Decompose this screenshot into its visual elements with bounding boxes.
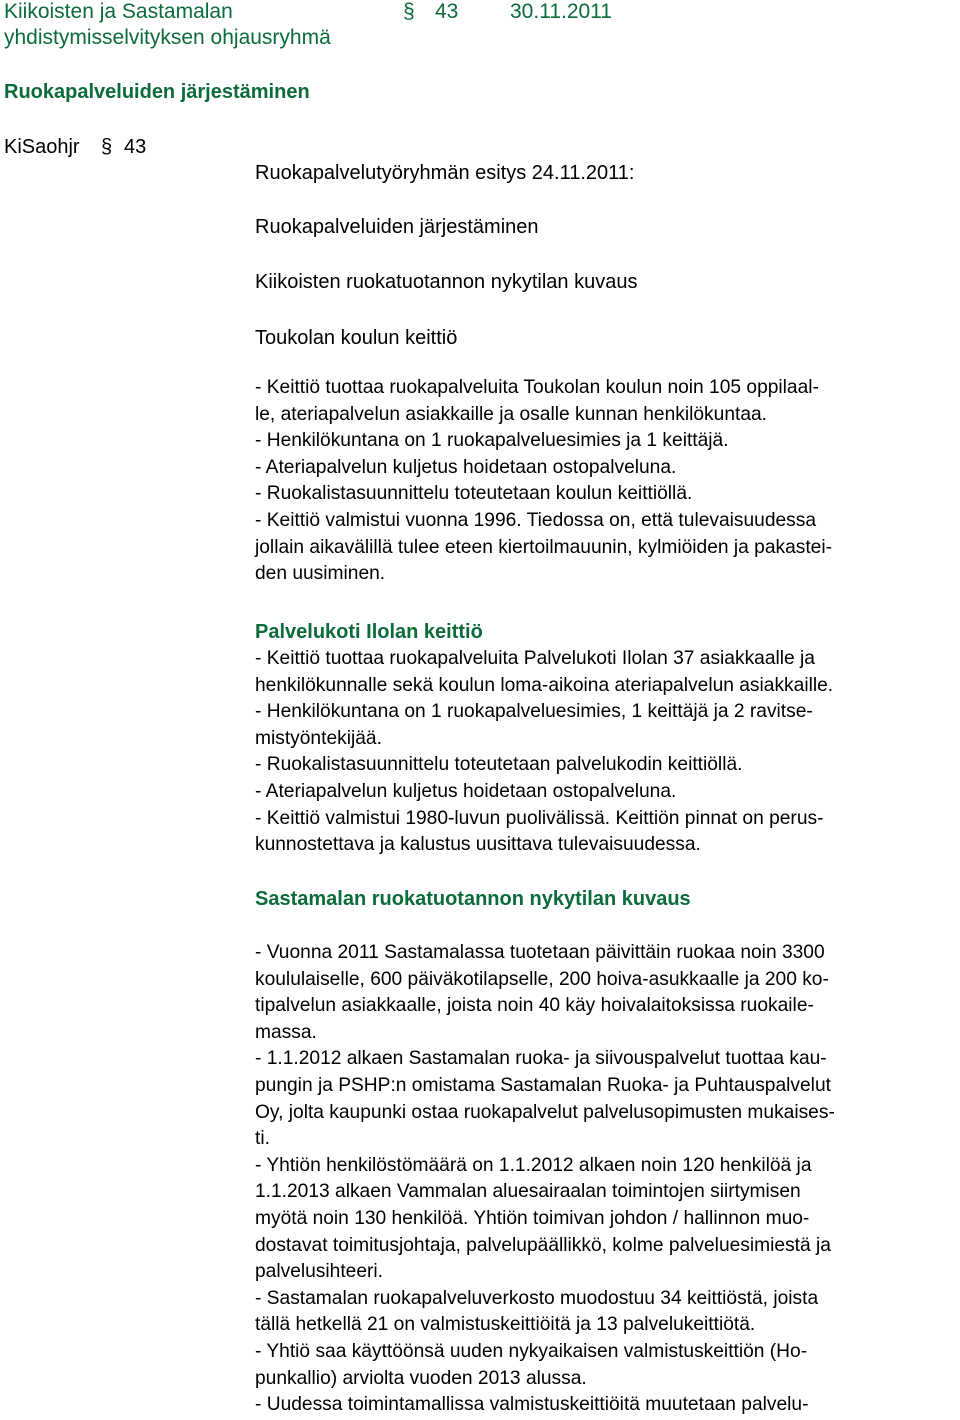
sastamala-line: 1.1.2013 alkaen Vammalan aluesairaalan toimintojen siirtymisen [255, 1181, 801, 1203]
sastamala-line: - Yhtiön henkilöstömäärä on 1.1.2012 alkaen noin 120 henkilöä ja [255, 1154, 812, 1176]
sastamala-line: dostavat toimitusjohtaja, palvelupäällikkö, kolme palveluesimiestä ja [255, 1234, 831, 1256]
heading-sastamala-current-state: Sastamalan ruokatuotannon nykytilan kuvaus [255, 888, 691, 910]
organization-name-line1: Kiikoisten ja Sastamalan [4, 0, 233, 23]
sastamala-line: myötä noin 130 henkilöä. Yhtiön toimivan johdon / hallinnon muo- [255, 1207, 810, 1229]
header-section-mark: § [403, 0, 415, 23]
header-date: 30.11.2011 [510, 0, 612, 23]
ilola-line: henkilökunnalle sekä koulun loma-aikoina ateriapalvelun asiakkaille. [255, 674, 834, 696]
matter-title: Ruokapalveluiden järjestäminen [4, 81, 310, 103]
sastamala-line: Oy, jolta kaupunki ostaa ruokapalvelut palvelusopimusten mukaises- [255, 1101, 835, 1123]
sastamala-line: tällä hetkellä 21 on valmistuskeittiöitä ja 13 palvelukeittiötä. [255, 1314, 756, 1336]
sastamala-line: - Yhtiö saa käyttöönsä uuden nykyaikaisen valmistuskeittiön (Ho- [255, 1340, 808, 1362]
sastamala-line: massa. [255, 1021, 317, 1043]
sastamala-line: ti. [255, 1128, 270, 1150]
ilola-line: - Keittiö tuottaa ruokapalveluita Palvelukoti Ilolan 37 asiakkaalle ja [255, 648, 815, 669]
proposal-line: Ruokapalvelutyöryhmän esitys 24.11.2011: [255, 162, 635, 184]
toukola-line: jollain aikavälillä tulee eteen kiertoilmauunin, kylmiöiden ja pakastei- [255, 536, 833, 558]
toukola-line: - Keittiö valmistui vuonna 1996. Tiedossa on, että tulevaisuudessa [255, 509, 817, 531]
sastamala-text [255, 940, 960, 1419]
ilola-line: kunnostettava ja kalustus uusittava tulevaisuudessa. [255, 834, 701, 856]
ilola-kitchen-text [255, 646, 960, 859]
toukola-line: - Ruokalistasuunnittelu toteutetaan koulun keittiöllä. [255, 483, 693, 505]
toukola-line: - Ateriapalvelun kuljetus hoidetaan ostopalveluna. [255, 456, 677, 478]
sastamala-line: - Uudessa toimintamallissa valmistuskeittiöitä muutetaan palvelu- [255, 1394, 809, 1416]
ilola-line: - Henkilökuntana on 1 ruokapalveluesimies, 1 keittäjä ja 2 ravitse- [255, 701, 813, 723]
ilola-line: - Ateriapalvelun kuljetus hoidetaan ostopalveluna. [255, 780, 677, 802]
heading-arrangement: Ruokapalveluiden järjestäminen [255, 216, 539, 238]
sastamala-line: pungin ja PSHP:n omistama Sastamalan Ruoka- ja Puhtauspalvelut [255, 1074, 831, 1096]
toukola-kitchen-text [255, 375, 960, 588]
toukola-line: den uusiminen. [255, 563, 386, 585]
ilola-line: mistyöntekijää. [255, 727, 382, 749]
heading-kiikoinen-current-state: Kiikoisten ruokatuotannon nykytilan kuvaus [255, 271, 638, 293]
heading-toukola-kitchen: Toukolan koulun keittiö [255, 327, 458, 349]
sastamala-line: - 1.1.2012 alkaen Sastamalan ruoka- ja siivouspalvelut tuottaa kau- [255, 1048, 827, 1070]
toukola-line: le, ateriapalvelun asiakkaille ja osalle kunnan henkilökuntaa. [255, 403, 768, 425]
toukola-line: - Henkilökuntana on 1 ruokapalveluesimies ja 1 keittäjä. [255, 430, 729, 452]
sastamala-line: koululaiselle, 600 päiväkotilapselle, 200 hoiva-asukkaalle ja 200 ko- [255, 968, 829, 990]
sastamala-line: - Sastamalan ruokapalveluverkosto muodostuu 34 keittiöstä, joista [255, 1287, 819, 1309]
sastamala-line: - Vuonna 2011 Sastamalassa tuotetaan päivittäin ruokaa noin 3300 [255, 942, 825, 963]
reference-section-mark: § [101, 136, 113, 158]
sastamala-line: punkallio) arviolta vuoden 2013 alussa. [255, 1367, 587, 1389]
ilola-line: - Ruokalistasuunnittelu toteutetaan palvelukodin keittiöllä. [255, 754, 743, 776]
reference-label: KiSaohjr [4, 136, 80, 158]
sastamala-line: tipalvelun asiakkaalle, joista noin 40 käy hoivalaitoksissa ruokaile- [255, 995, 814, 1017]
sastamala-line: palvelusihteeri. [255, 1261, 383, 1283]
reference-section-number: 43 [124, 136, 147, 158]
header-section-number: 43 [435, 0, 459, 23]
ilola-line: - Keittiö valmistui 1980-luvun puolivälissä. Keittiön pinnat on perus- [255, 807, 824, 829]
organization-name-line2: yhdistymisselvityksen ohjausryhmä [4, 26, 331, 49]
toukola-line: - Keittiö tuottaa ruokapalveluita Toukolan koulun noin 105 oppilaal- [255, 377, 819, 398]
heading-ilola-kitchen: Palvelukoti Ilolan keittiö [255, 621, 483, 643]
